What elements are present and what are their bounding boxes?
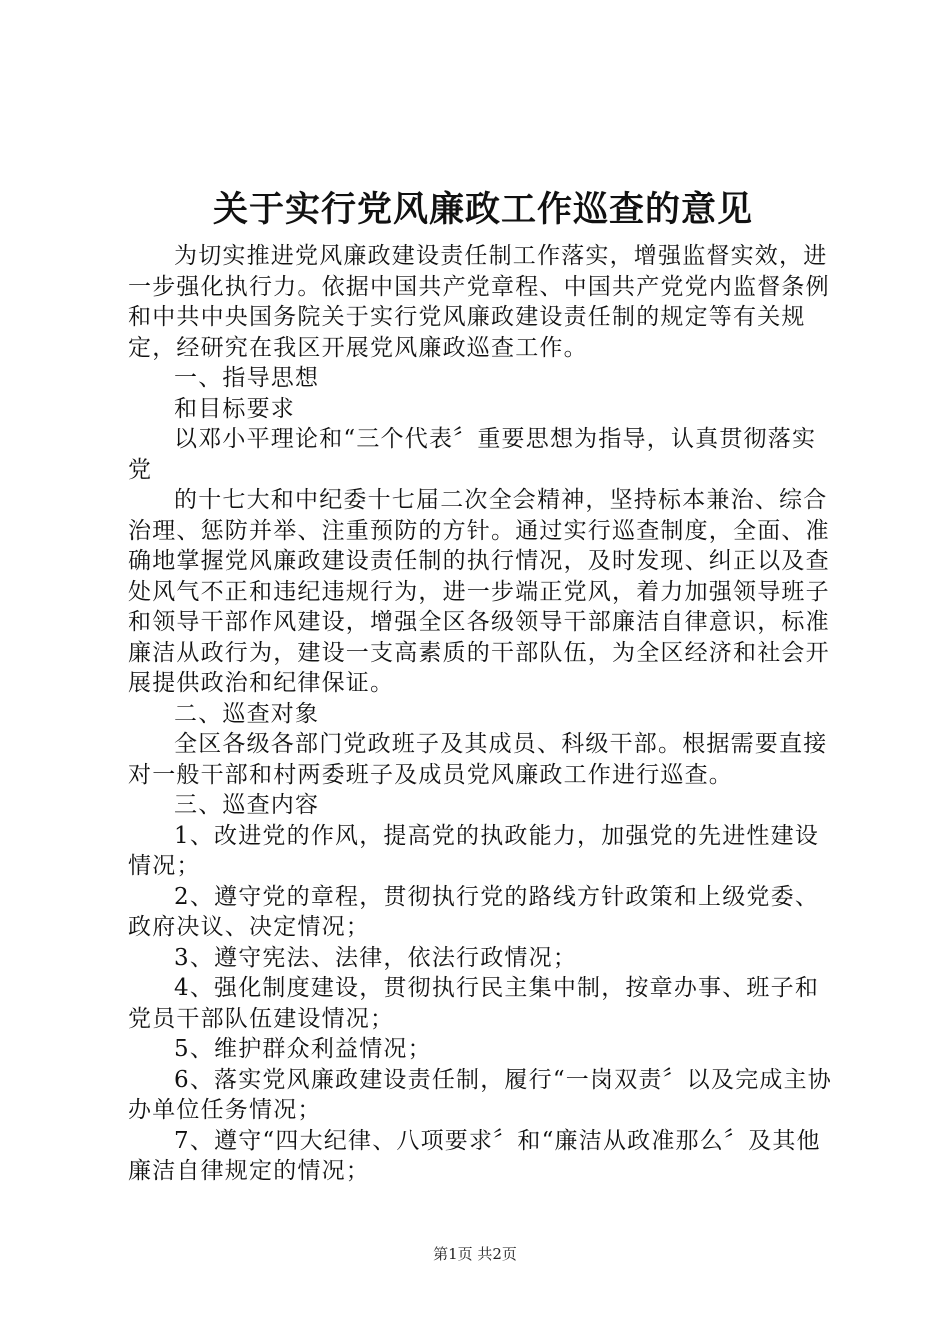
heading-inspection-content: 三、巡查内容	[174, 792, 320, 818]
heading-inspection-targets: 二、巡查对象	[174, 700, 320, 727]
list-item: 1、改进党的作风，提高党的执政能力，加强党的先进性建设情况；	[128, 822, 820, 879]
list-item: 7、遵守“四大纪律、八项要求〞和“廉洁从政准那么〞及其他廉洁自律规定的情况；	[128, 1127, 821, 1184]
list-item: 4、强化制度建设，贯彻执行民主集中制，按章办事、班子和党员干部队伍建设情况；	[128, 975, 820, 1032]
list-item: 2、遵守党的章程，贯彻执行党的路线方针政策和上级党委、政府决议、决定情况；	[128, 883, 820, 940]
page-footer: 第1页 共2页	[433, 1245, 517, 1263]
paragraph-guidance: 以邓小平理论和“三个代表〞重要思想为指导，认真贯彻落实党	[128, 426, 817, 483]
paragraph-goals: 的十七大和中纪委十七届二次全会精神，坚持标本兼治、综合治理、惩防并举、注重预防的方针。通过实行巡查制度，全面、准确地掌握党风廉政建设责任制的执行情况，及时发现、纠正以及查处风气不正和违纪违规行为，进一步端正党风，着力加强领导班子和领导干部作风建设，增强全区各级领导干部廉洁自律意识，标准廉洁从政行为，建设一支高素质的干部队伍，为全区经济和社会开展提供政治和纪律保证。	[128, 487, 830, 696]
list-item: 3、遵守宪法、法律，依法行政情况；	[174, 944, 578, 971]
document-title: 关于实行党风廉政工作巡查的意见	[212, 189, 753, 230]
document-body	[128, 241, 838, 1187]
list-item: 5、维护群众利益情况；	[174, 1036, 432, 1062]
heading-guiding-thought: 一、指导思想	[174, 365, 320, 391]
heading-goals: 和目标要求	[174, 395, 295, 422]
list-item: 6、落实党风廉政建设责任制，履行“一岗双责〞以及完成主协办单位任务情况；	[128, 1066, 832, 1123]
paragraph-intro: 为切实推进党风廉政建设责任制工作落实，增强监督实效，进一步强化执行力。依据中国共产党章程、中国共产党党内监督条例和中共中央国务院关于实行党风廉政建设责任制的规定等有关规定，经研究在我区开展党风廉政巡查工作。	[128, 243, 830, 361]
paragraph-inspection-targets: 全区各级各部门党政班子及其成员、科级干部。根据需要直接对一般干部和村两委班子及成员党风廉政工作进行巡查。	[128, 731, 828, 788]
